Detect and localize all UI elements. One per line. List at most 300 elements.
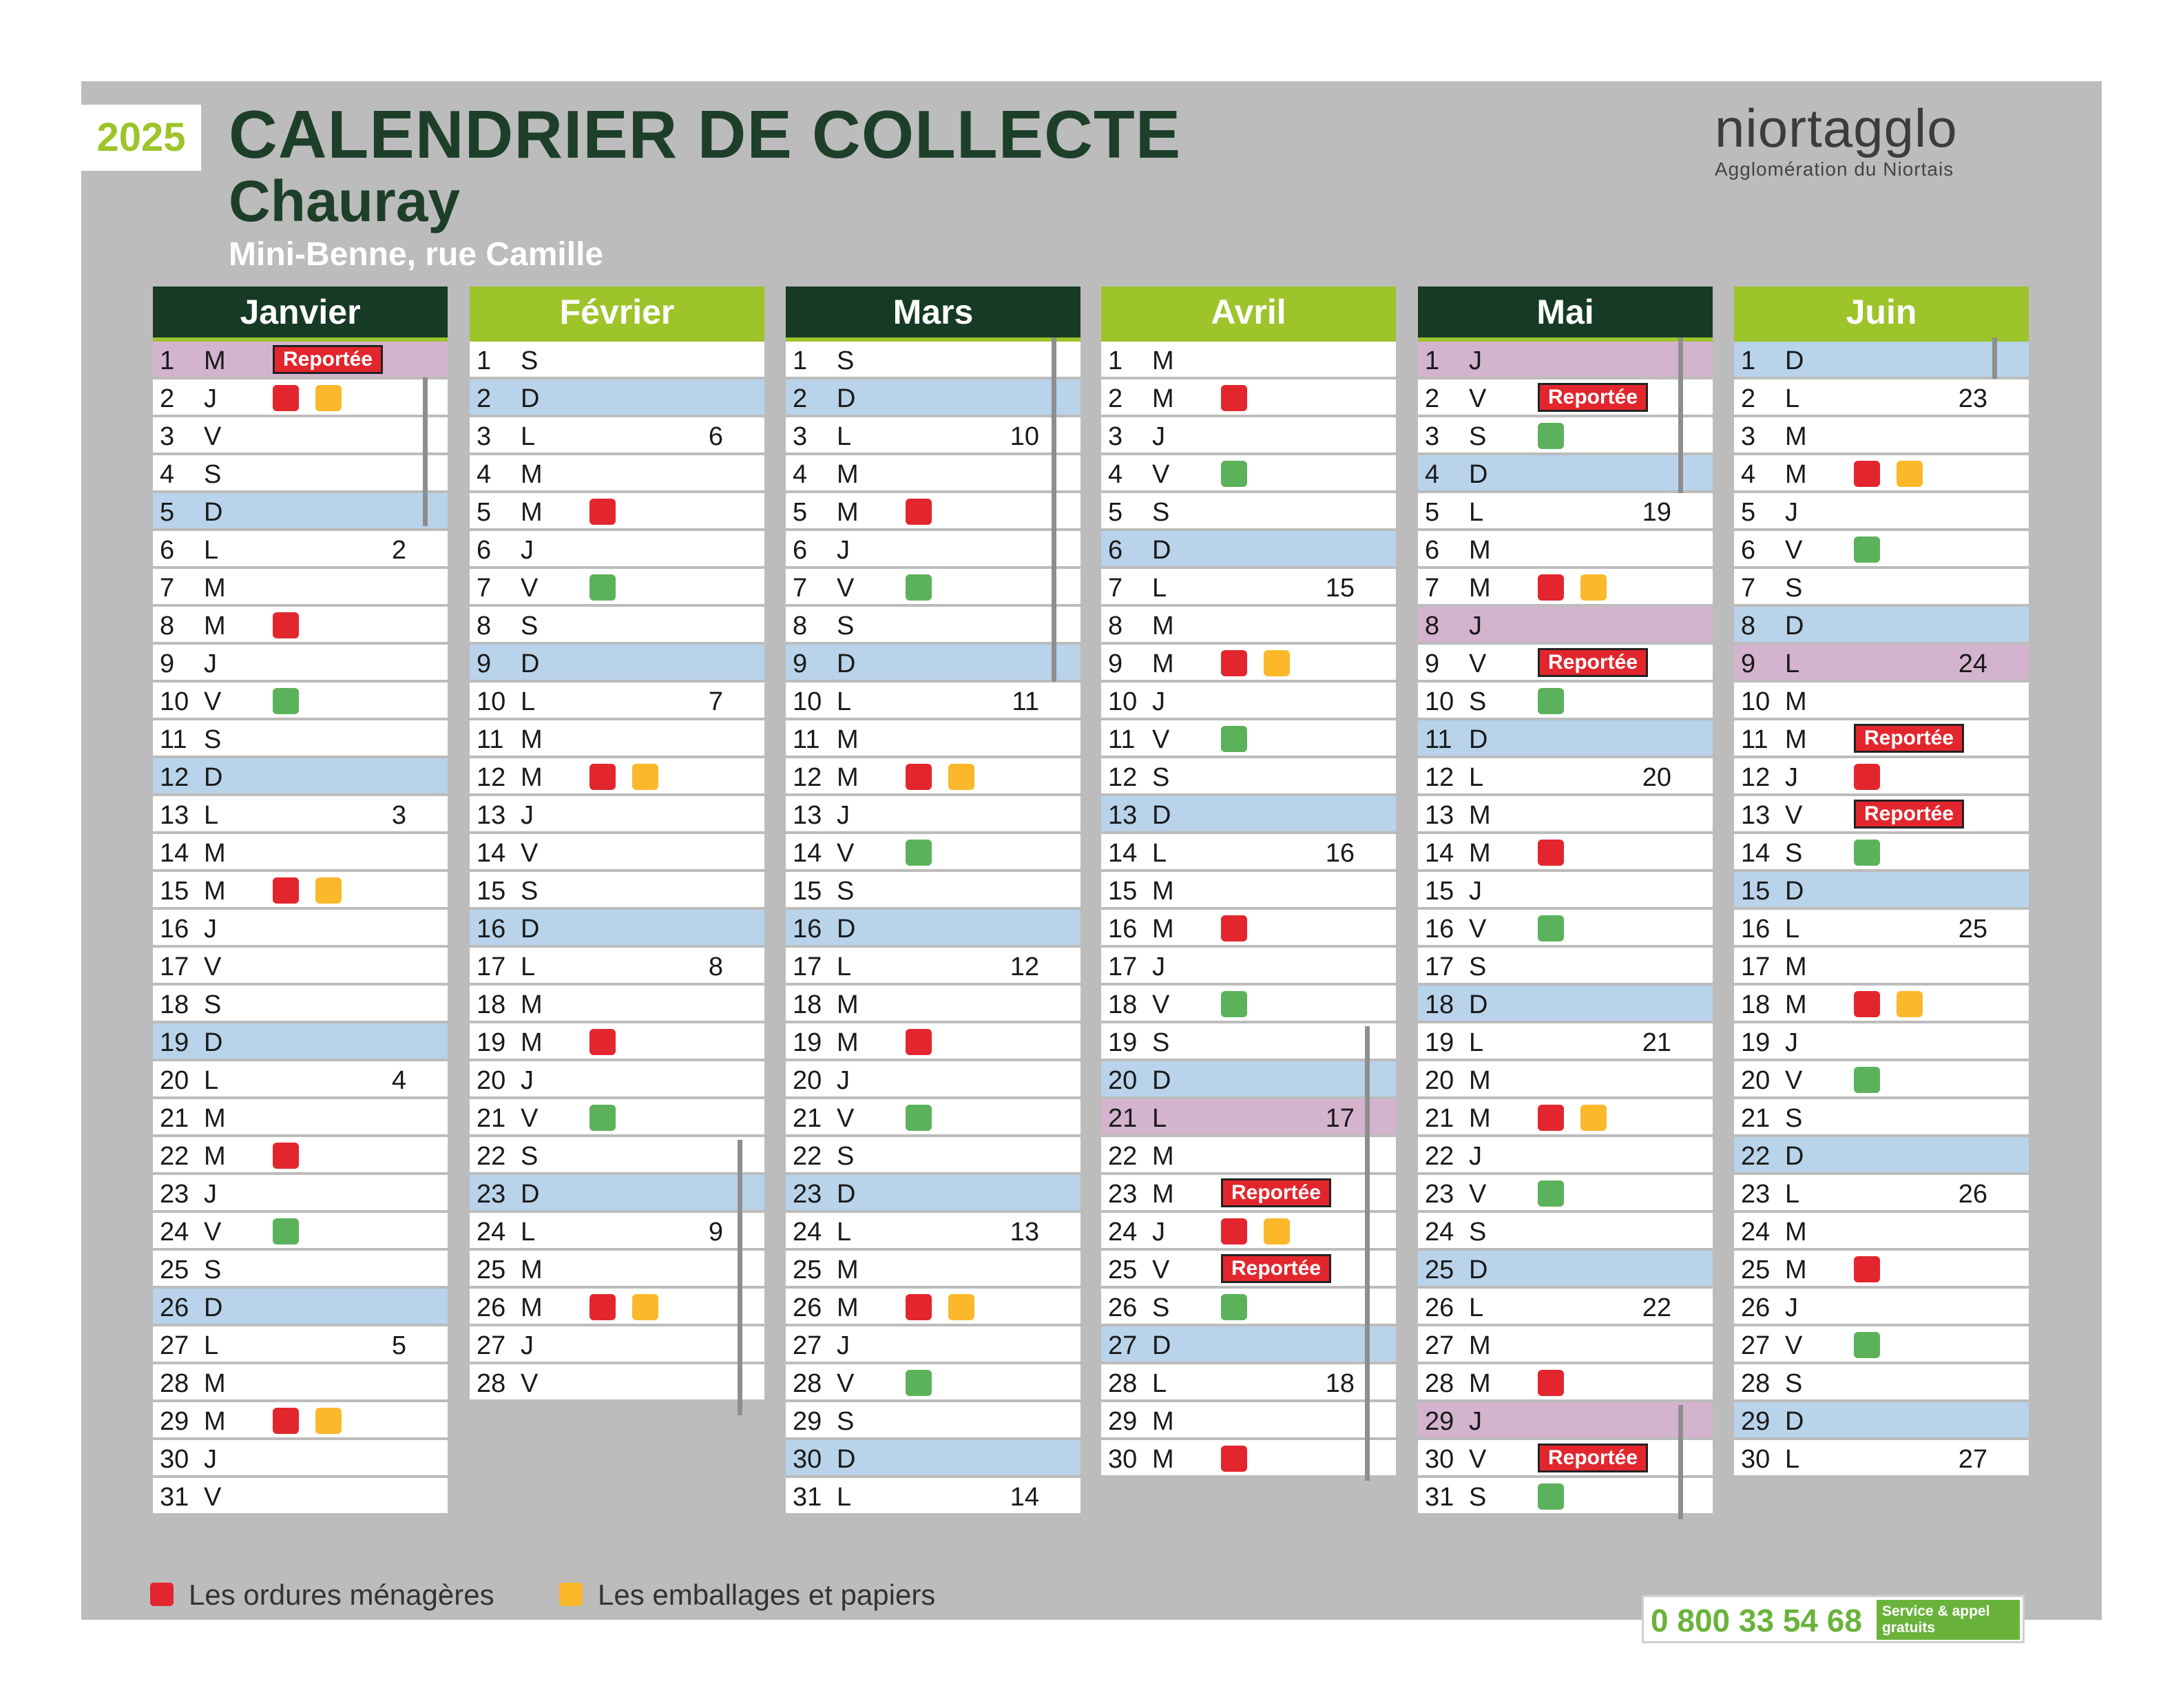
day-number: 12 [1741,763,1771,792]
weekday-letter: S [1152,763,1170,792]
yellow-square-icon [1897,461,1923,487]
day-number: 9 [1108,649,1123,678]
day-row [1734,683,2029,720]
red-square-icon [273,1143,299,1169]
green-square-icon [1538,1180,1564,1207]
weekday-letter: M [204,1142,226,1171]
weekday-letter: M [204,839,226,868]
day-row [1101,1175,1396,1213]
weekday-letter: S [1785,1104,1803,1133]
weekday-letter: M [1785,990,1807,1019]
weekday-letter: S [204,990,222,1019]
day-row [786,1326,1080,1364]
day-row [1418,455,1713,493]
green-square-icon [589,574,616,601]
weekday-letter: J [1469,612,1482,640]
yellow-square-icon [948,764,974,790]
month-column-mai [1418,287,1713,1516]
day-row [153,720,448,758]
day-number: 2 [1741,384,1756,413]
weekday-letter: S [521,877,539,906]
weekday-letter: V [1152,1256,1170,1284]
day-row [153,531,448,569]
weekday-letter: V [837,839,855,868]
day-row [1734,1440,2029,1478]
day-row [470,796,764,834]
day-number: 22 [793,1142,822,1171]
day-number: 19 [477,1028,506,1057]
yellow-square-icon [559,1583,583,1606]
day-row [1418,1364,1713,1402]
day-row [786,645,1080,683]
weekday-letter: D [1785,877,1804,906]
day-row [153,910,448,948]
marker-bar [1052,337,1056,682]
marker-bar [1992,337,1997,379]
weekday-letter: D [204,763,223,792]
day-number: 25 [477,1256,506,1284]
reportee-badge: Reportée [1538,383,1648,412]
yellow-square-icon [1580,1105,1607,1131]
month-column-février [470,287,764,1402]
day-number: 7 [477,574,492,603]
day-number: 25 [1741,1256,1771,1284]
weekday-letter: L [1469,498,1484,527]
weekday-letter: L [1785,1445,1800,1474]
day-row [1418,872,1713,910]
weekday-letter: V [1469,1445,1487,1474]
weekday-letter: D [1152,1066,1171,1095]
day-number: 16 [1741,915,1771,944]
week-number: 3 [391,801,406,830]
day-row [786,758,1080,796]
day-number: 3 [793,422,808,451]
day-row [153,1402,448,1440]
weekday-letter: S [1469,952,1487,981]
day-row [470,531,764,569]
weekday-letter: D [204,1293,223,1322]
day-number: 15 [793,877,822,906]
day-number: 28 [160,1369,189,1398]
day-number: 4 [793,460,808,489]
weekday-letter: S [1152,1293,1170,1322]
day-row [1734,1137,2029,1175]
day-row [1101,720,1396,758]
weekday-letter: M [1152,649,1174,678]
day-number: 29 [1108,1407,1138,1436]
green-square-icon [1538,1483,1564,1510]
day-number: 29 [1741,1407,1771,1436]
day-row [1418,1478,1713,1516]
day-row [1101,1440,1396,1478]
weekday-letter: M [1785,687,1807,716]
month-header: Janvier [153,287,448,342]
weekday-letter: L [837,687,852,716]
marker-bar [738,1140,742,1415]
free-service-tag: Service & appel gratuits [1877,1600,2020,1640]
day-row [153,645,448,683]
day-row [786,910,1080,948]
day-number: 27 [793,1331,822,1360]
week-number: 19 [1642,498,1671,527]
green-square-icon [1854,1067,1880,1093]
day-number: 3 [477,422,492,451]
day-row [1734,1023,2029,1061]
day-number: 11 [477,725,504,754]
yellow-square-icon [948,1294,974,1320]
weekday-letter: M [837,725,859,754]
day-row [1734,720,2029,758]
red-square-icon [1854,1256,1880,1282]
yellow-square-icon [315,385,342,411]
green-square-icon [1854,1332,1880,1358]
green-square-icon [1221,1294,1247,1320]
weekday-letter: M [837,460,859,489]
weekday-letter: V [204,1218,222,1247]
red-square-icon [589,1029,616,1055]
day-number: 16 [793,915,822,944]
weekday-letter: S [1785,839,1803,868]
day-number: 12 [160,763,189,792]
week-number: 25 [1958,915,1987,944]
day-row [1418,720,1713,758]
green-square-icon [906,840,932,866]
weekday-letter: D [204,1028,223,1057]
weekday-letter: D [1785,1407,1804,1436]
day-row [1101,1402,1396,1440]
day-row [786,834,1080,872]
day-number: 8 [160,612,175,640]
day-row [153,1326,448,1364]
day-row [786,986,1080,1023]
week-number: 11 [1012,687,1039,716]
weekday-letter: V [204,422,222,451]
weekday-letter: V [1152,460,1170,489]
day-number: 27 [1108,1331,1138,1360]
week-number: 20 [1642,763,1671,792]
weekday-letter: J [1785,1028,1798,1057]
day-number: 10 [160,687,189,716]
day-row [786,1023,1080,1061]
marker-bar [1678,1405,1683,1519]
week-number: 4 [391,1066,406,1095]
day-row [470,379,764,417]
day-number: 16 [477,915,506,944]
weekday-letter: S [837,877,855,906]
day-row [1734,607,2029,645]
yellow-square-icon [315,877,342,904]
weekday-letter: D [837,649,856,678]
day-row [470,1023,764,1061]
weekday-letter: L [1785,384,1800,413]
weekday-letter: M [1785,1256,1807,1284]
day-row [470,986,764,1023]
day-row [1418,493,1713,531]
green-square-icon [1538,423,1564,449]
marker-bar [1678,337,1683,493]
day-row [786,379,1080,417]
weekday-letter: M [204,1104,226,1133]
page-title: CALENDRIER DE COLLECTE [229,96,1182,172]
day-row [1101,1364,1396,1402]
red-square-icon [150,1583,174,1606]
weekday-letter: D [1785,1142,1804,1171]
day-row [786,1402,1080,1440]
day-number: 10 [1741,687,1771,716]
day-number: 5 [477,498,492,527]
day-row [786,569,1080,607]
day-row [470,1251,764,1289]
day-row [1101,948,1396,986]
green-square-icon [1538,915,1564,941]
day-row [153,1099,448,1137]
niortagglo-logo [1715,99,2032,196]
day-number: 17 [1741,952,1771,981]
day-number: 1 [1108,346,1123,375]
day-number: 3 [1108,422,1123,451]
day-row [1101,1251,1396,1289]
day-number: 14 [793,839,822,868]
red-square-icon [906,764,932,790]
day-row [153,1364,448,1402]
day-row [153,1478,448,1516]
red-square-icon [1854,764,1880,790]
weekday-letter: M [1152,612,1174,640]
weekday-letter: M [521,498,543,527]
day-row [470,493,764,531]
day-row [1734,910,2029,948]
weekday-letter: D [1785,346,1804,375]
yellow-square-icon [1264,1218,1290,1244]
day-number: 18 [793,990,822,1019]
weekday-letter: M [521,725,543,754]
weekday-letter: L [204,801,219,830]
weekday-letter: M [204,574,226,603]
day-row [1101,531,1396,569]
weekday-letter: L [1785,1180,1800,1209]
collection-location: Mini-Benne, rue Camille [229,236,604,273]
week-number: 12 [1010,952,1039,981]
day-row [1418,683,1713,720]
weekday-letter: L [837,952,852,981]
phone-number[interactable]: 0 800 33 54 68 [1651,1603,1862,1638]
day-number: 8 [1741,612,1756,640]
day-row [1101,379,1396,417]
green-square-icon [1221,726,1247,752]
weekday-letter: L [837,1483,852,1512]
red-square-icon [1538,574,1564,601]
day-number: 11 [793,725,820,754]
green-square-icon [906,1105,932,1131]
phone-banner[interactable] [1642,1595,2025,1643]
red-square-icon [1221,915,1247,941]
commune-name: Chauray [229,169,461,233]
weekday-letter: V [1469,1180,1487,1209]
weekday-letter: J [521,536,534,565]
day-number: 31 [1425,1483,1454,1512]
day-row [153,1137,448,1175]
day-number: 14 [1108,839,1138,868]
day-row [1734,796,2029,834]
week-number: 6 [708,422,723,451]
day-number: 4 [1425,460,1440,489]
logo-wordmark: niortagglo [1715,98,1958,158]
reportee-badge: Reportée [1854,800,1964,829]
weekday-letter: S [521,346,539,375]
day-row [153,796,448,834]
weekday-letter: L [1785,649,1800,678]
day-row [1418,758,1713,796]
day-number: 4 [1108,460,1123,489]
day-row [153,1440,448,1478]
week-number: 16 [1325,839,1355,868]
day-row [1734,986,2029,1023]
day-number: 14 [1741,839,1771,868]
weekday-letter: D [1152,536,1171,565]
weekday-letter: M [1785,725,1807,754]
day-row [1101,1099,1396,1137]
day-number: 10 [793,687,822,716]
yellow-square-icon [1580,574,1607,601]
weekday-letter: V [521,574,539,603]
red-square-icon [1221,650,1247,676]
day-row [786,948,1080,986]
week-number: 23 [1958,384,1987,413]
day-number: 15 [160,877,189,906]
weekday-letter: D [1469,1256,1488,1284]
weekday-letter: S [1785,1369,1803,1398]
weekday-letter: V [837,1104,855,1133]
day-number: 9 [793,649,808,678]
day-row [153,948,448,986]
weekday-letter: S [204,1256,222,1284]
logo-subtitle: Agglomération du Niortais [1715,158,1954,180]
red-square-icon [1221,1446,1247,1472]
day-row [786,796,1080,834]
day-row [1101,1289,1396,1326]
red-square-icon [589,499,616,525]
weekday-letter: M [521,763,543,792]
day-row [786,531,1080,569]
weekday-letter: J [1469,1407,1482,1436]
day-number: 4 [1741,460,1756,489]
day-row [1734,758,2029,796]
weekday-letter: L [204,536,219,565]
day-number: 23 [1741,1180,1771,1209]
day-row [1734,1326,2029,1364]
day-number: 25 [793,1256,822,1284]
day-row [1734,645,2029,683]
day-number: 20 [1425,1066,1454,1095]
day-number: 26 [793,1293,822,1322]
day-row [470,948,764,986]
weekday-letter: J [837,1331,850,1360]
weekday-letter: D [837,384,856,413]
day-row [470,872,764,910]
red-square-icon [1221,385,1247,411]
day-row [1418,1289,1713,1326]
day-number: 29 [160,1407,189,1436]
day-row [1734,834,2029,872]
week-number: 14 [1010,1483,1039,1512]
weekday-letter: J [1152,1218,1165,1247]
weekday-letter: S [837,612,855,640]
day-number: 31 [160,1483,189,1512]
day-row [1418,796,1713,834]
red-square-icon [906,1029,932,1055]
weekday-letter: J [1785,498,1798,527]
weekday-letter: V [1469,649,1487,678]
day-row [470,720,764,758]
day-number: 15 [1425,877,1454,906]
day-number: 20 [1108,1066,1138,1095]
weekday-letter: J [1469,346,1482,375]
weekday-letter: J [204,1180,217,1209]
weekday-letter: D [521,915,540,944]
day-row [1734,1402,2029,1440]
red-square-icon [273,877,299,904]
day-row [786,493,1080,531]
day-number: 23 [160,1180,189,1209]
day-number: 30 [1425,1445,1454,1474]
week-number: 24 [1958,649,1987,678]
day-row [1734,417,2029,455]
weekday-letter: M [204,1407,226,1436]
day-row [786,1440,1080,1478]
day-row [153,1213,448,1251]
day-number: 7 [793,574,808,603]
day-number: 30 [1741,1445,1771,1474]
reportee-badge: Reportée [1538,648,1648,677]
weekday-letter: M [1469,1066,1491,1095]
green-square-icon [1221,991,1247,1017]
day-row [1418,569,1713,607]
weekday-letter: D [521,384,540,413]
weekday-letter: D [837,1445,856,1474]
red-square-icon [273,1408,299,1434]
day-number: 6 [793,536,808,565]
day-number: 23 [1425,1180,1454,1209]
weekday-letter: J [837,536,850,565]
weekday-letter: M [837,498,859,527]
weekday-letter: D [837,915,856,944]
weekday-letter: J [1469,877,1482,906]
day-number: 19 [1108,1028,1138,1057]
green-square-icon [589,1105,616,1131]
day-number: 17 [477,952,506,981]
day-number: 2 [477,384,492,413]
day-number: 8 [477,612,492,640]
weekday-letter: D [521,649,540,678]
day-row [786,872,1080,910]
weekday-letter: M [837,1256,859,1284]
day-number: 1 [1741,346,1756,375]
green-square-icon [273,1218,299,1244]
day-number: 27 [1425,1331,1454,1360]
weekday-letter: M [1785,460,1807,489]
weekday-letter: M [837,1028,859,1057]
day-number: 28 [793,1369,822,1398]
day-row [1734,948,2029,986]
day-row [153,607,448,645]
day-number: 4 [477,460,492,489]
weekday-letter: S [521,612,539,640]
weekday-letter: J [1152,422,1165,451]
day-row [1418,1251,1713,1289]
day-number: 15 [477,877,506,906]
weekday-letter: J [204,915,217,944]
weekday-letter: M [204,1369,226,1398]
